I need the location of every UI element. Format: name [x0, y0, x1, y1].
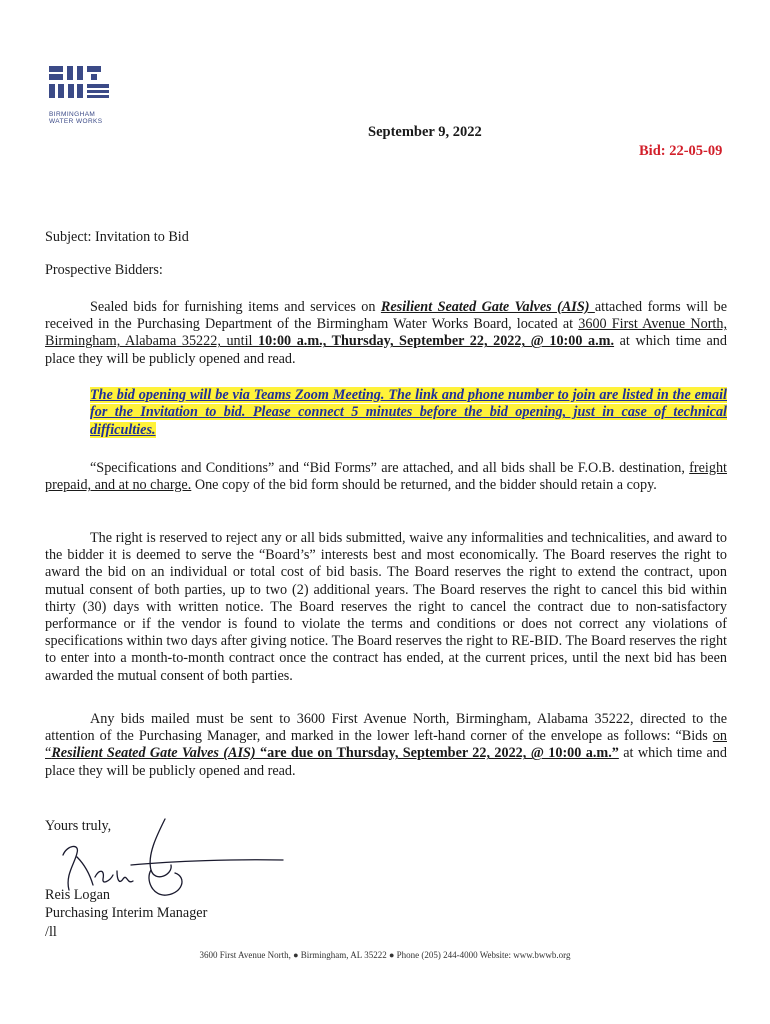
bid-number: Bid: 22-05-09: [639, 143, 723, 159]
closing: Yours truly,: [45, 818, 112, 834]
due-date: “are due on Thursday, September 22, 2022, @ 10:00 a.m.”: [255, 745, 619, 762]
salutation: Prospective Bidders:: [45, 262, 163, 278]
signer-title: Purchasing Interim Manager: [45, 905, 208, 921]
address: 3600 First Avenue North, Birmingham, Alabama 35222, until: [45, 316, 727, 350]
subject-line: Subject: Invitation to Bid: [45, 229, 189, 245]
paragraph-rights: The right is reserved to reject any or all bids submitted, waive any informalities and technicalities, and award to the bidder it is deemed to serve the “Board’s” interests best and most economically. The Board reserves the right to award the bid on an individual or total cost of bid basis. The Board reserves the right to extend the contract, upon mutual consent of both parties, up to two (2) additional years. The Board reserves the right to cancel this bid within thirty (30) days with written notice. The Board reserves the right to cancel the contract due to non-satisfactory performance or if the vendor is found to violate the terms and conditions or does not correct any violations of specifications within two days after giving notice. The Board reserves the right to RE-BID. The Board reserves the right to enter into a month-to-month contract once the contract has ended, at the current prices, until the next bid has been awarded the mutual consent of both parties.: [45, 530, 727, 684]
typist-initials: /ll: [45, 924, 57, 940]
paragraph-invitation: Sealed bids for furnishing items and services on Resilient Seated Gate Valves (AIS) attached forms will be received in the Purchasing Department of the Birmingham Water Works Board, located at 3600 First Avenue North, Birmingham, Alabama 35222, until 10:00 a.m., Thursday, September 22, 2022, @ 10:00 a.m. at which time and place they will be publicly opened and read.: [45, 299, 727, 367]
paragraph-mailing: Any bids mailed must be sent to 3600 First Avenue North, Birmingham, Alabama 35222, directed to the attention of the Purchasing Manager, and marked in the lower left-hand corner of the envelope as follows: “Bids on “Resilient Seated Gate Valves (AIS) “are due on Thursday, September 22, 2022, @ 10:00 a.m.” at which time and place they will be publicly opened and read.: [45, 711, 727, 779]
deadline: 10:00 a.m., Thursday, September 22, 2022, @ 10:00 a.m.: [258, 333, 615, 350]
item-name: Resilient Seated Gate Valves (AIS): [51, 745, 256, 762]
letter-date: September 9, 2022: [368, 124, 482, 140]
paragraph-specifications: “Specifications and Conditions” and “Bid Forms” are attached, and all bids shall be F.O.B. destination, freight prepaid, and at no charge. One copy of the bid form should be returned, and the bidder should retain a copy.: [45, 460, 727, 494]
org-name-line1: BIRMINGHAM: [49, 111, 96, 118]
item-name: Resilient Seated Gate Valves (AIS): [380, 299, 595, 315]
signer-name: Reis Logan: [45, 887, 111, 903]
footer-contact: 3600 First Avenue North, ● Birmingham, AL 35222 ● Phone (205) 244-4000 Website: www.bwwb.org: [199, 950, 571, 960]
org-name-line2: WATER WORKS: [49, 118, 103, 125]
freight-terms: freight prepaid, and at no charge.: [45, 460, 727, 494]
bid-opening-notice: The bid opening will be via Teams Zoom Meeting. The link and phone number to join are listed in the email for the Invitation to bid. Please connect 5 minutes before the bid opening, just in case of technical difficulties.: [90, 387, 727, 438]
